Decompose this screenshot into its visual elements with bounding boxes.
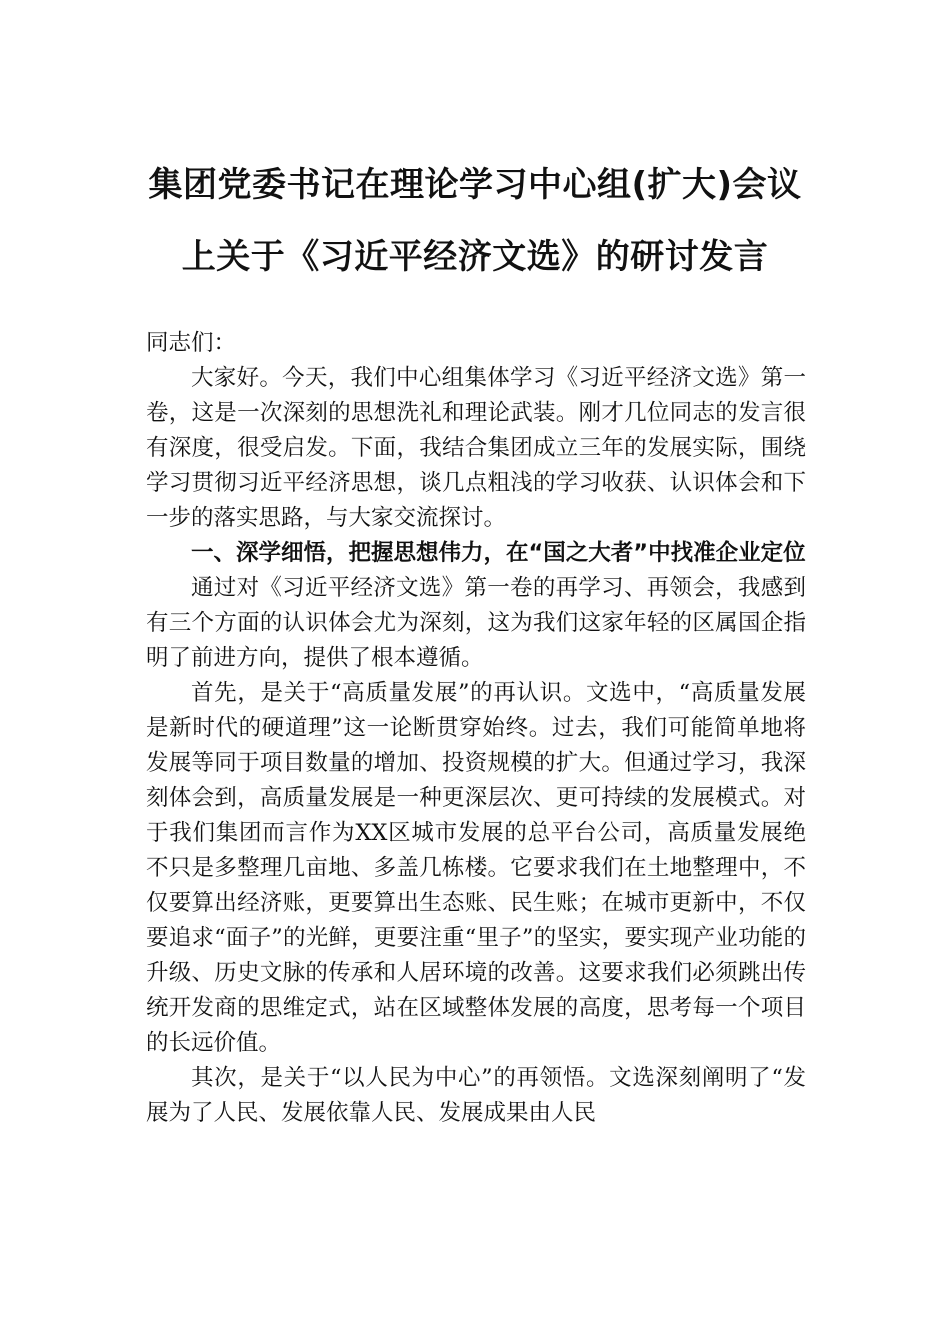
intro-paragraph: 大家好。今天，我们中心组集体学习《习近平经济文选》第一卷，这是一次深刻的思想洗礼和理论武装。刚才几位同志的发言很有深度，很受启发。下面，我结合集团成立三年的发展实际，围绕学习贯彻习近平经济思想，谈几点粗浅的学习收获、认识体会和下一步的落实思路，与大家交流探讨。 bbox=[146, 365, 806, 531]
document-title-line-2: 上关于《习近平经济文选》的研讨发言 bbox=[181, 237, 769, 277]
greeting: 同志们： bbox=[146, 330, 237, 356]
section1-paragraph-2: 首先，是关于“高质量发展”的再认识。文选中，“高质量发展是新时代的硬道理”这一论断贯穿始终。过去，我们可能简单地将发展等同于项目数量的增加、投资规模的扩大。但通过学习，我深刻体会到，高质量发展是一种更深层次、更可持续的发展模式。对于我们集团而言作为XX区城市发展的总平台公司，高质量发展绝不只是多整理几亩地、多盖几栋楼。它要求我们在土地整理中，不仅要算出经济账，更要算出生态账、民生账；在城市更新中，不仅要追求“面子”的光鲜，更要注重“里子”的坚实，要实现产业功能的升级、历史文脉的传承和人居环境的改善。这要求我们必须跳出传统开发商的思维定式，站在区域整体发展的高度，思考每一个项目的长远价值。 bbox=[146, 680, 806, 1056]
section1-paragraph-3: 其次，是关于“以人民为中心”的再领悟。文选深刻阐明了“发展为了人民、发展依靠人民、发展成果由人民 bbox=[146, 1065, 806, 1126]
document-title-line-1: 集团党委书记在理论学习中心组(扩大)会议 bbox=[148, 165, 802, 205]
document-body bbox=[146, 326, 806, 1131]
section-heading-1: 一、深学细悟，把握思想伟力，在“国之大者”中找准企业定位 bbox=[191, 540, 806, 566]
section1-paragraph-1: 通过对《习近平经济文选》第一卷的再学习、再领会，我感到有三个方面的认识体会尤为深刻，这为我们这家年轻的区属国企指明了前进方向，提供了根本遵循。 bbox=[146, 575, 806, 671]
